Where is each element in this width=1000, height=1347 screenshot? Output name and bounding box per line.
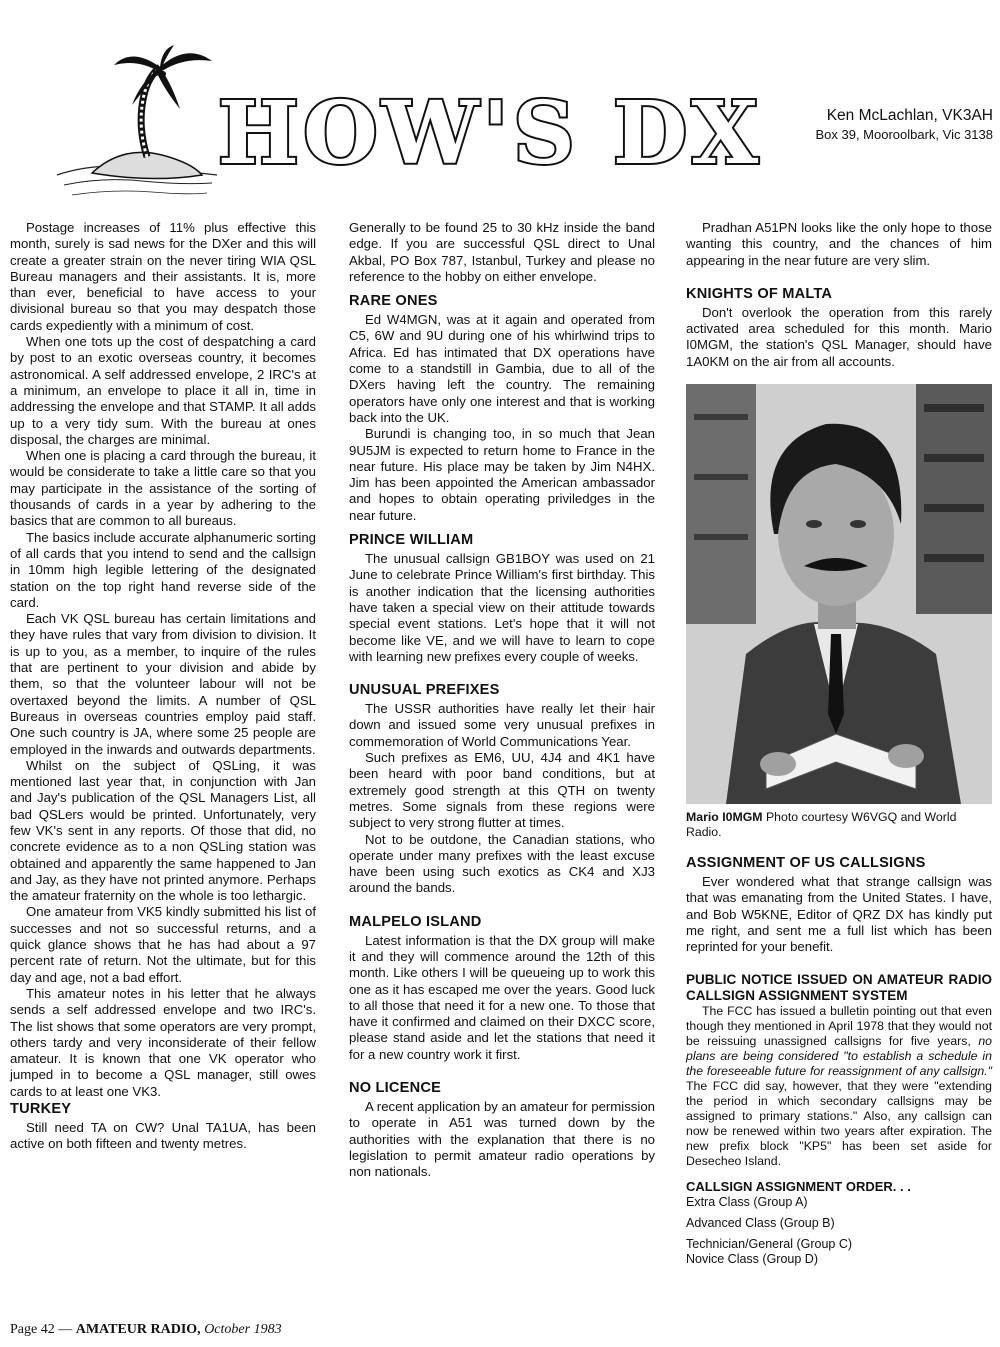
author-block <box>778 106 993 144</box>
paragraph: The basics include accurate alphanumeric sorting of all cards that you intend to send and the callsign in 10mm high legible lettering of the designated station on the top right hand reverse side of the card. <box>10 529 316 610</box>
paragraph: Whilst on the subject of QSLing, it was mentioned last year that, in conjunction with Jan and Jay's publication of the QSL Managers List, all bad QSLers would be printed. Unfortunately, very few VK's sent in any reports. Of those that did, no concrete evidence as to a non QSLing station was obtained and apparently the same happened to Jan and Jay, as they have not printed anymore. Perhaps the amateur fraternity on the whole is too lethargic. <box>10 757 316 904</box>
palm-island-illustration <box>52 45 222 205</box>
photo-caption <box>686 810 992 840</box>
section-heading-no-licence: NO LICENCE <box>349 1080 441 1097</box>
author-address: Box 39, Mooroolbark, Vic 3138 <box>815 127 993 142</box>
order-item: Advanced Class (Group B) <box>686 1215 835 1230</box>
paragraph: Postage increases of 11% plus effective this month, surely is sad news for the DXer and this will create a greater strain on the never tiring WIA QSL Bureau managers and their assistants. It is, more than ever, beneficial to have access to your divisional bureau so that you may despatch those cards expediently with a minimum of cost. <box>10 220 316 333</box>
order-item: Technician/General (Group C) <box>686 1236 853 1251</box>
column-title <box>217 83 763 185</box>
title-text: HOW'S DX <box>217 83 763 184</box>
paragraph: Ed W4MGN, was at it again and operated from C5, 6W and 9U during one of his whirlwind trips to Africa. Ed has intimated that DX operations have come to a standstill in Gambia, due to all of the DXers having left the country. The remaining operators have only one interest and that is working back into the UK. <box>349 312 655 425</box>
column-1 <box>10 220 316 1153</box>
paragraph: When one is placing a card through the bureau, it would be considerate to take a little care so that you may participate in the assistance of the sorting of thousands of cards in a year by adhering to the basics that are common to all bureaus. <box>10 448 316 529</box>
paragraph: The unusual callsign GB1BOY was used on 21 June to celebrate Prince William's first birthday. This is another indication that the licensing authorities have taken a special view on their attitude towards special event stations. Let's hope that it will not become like VE, and we will have to learn to cope with learning new prefixes every couple of weeks. <box>349 551 655 664</box>
paragraph: The USSR authorities have really let their hair down and issued some very unusual prefixes in commemoration of World Communications Year. <box>349 701 655 749</box>
section-heading-rare-ones: RARE ONES <box>349 293 438 310</box>
footer-magazine: AMATEUR RADIO, <box>75 1322 201 1337</box>
paragraph: When one tots up the cost of despatching a card by post to an exotic overseas country, it becomes astronomical. A self addressed envelope, 2 IRC's at a minimum, an envelope to place it all in, time in addressing the envelope and that STAMP. It all adds up to a very tidy sum. With the bureau at ones disposal, the charges are minimal. <box>10 334 316 447</box>
section-heading-turkey: TURKEY <box>10 1101 72 1118</box>
paragraph: Ever wondered what that strange callsign was that was emanating from the United States. I have, and Bob W5KNE, Editor of QRZ DX has kindly put me right, and sent me a full list which has been reprinted for your benefit. <box>686 874 992 955</box>
column-3 <box>686 220 992 1273</box>
notice-text-b: The FCC did say, however, that they were "extending the period in which secondary callsigns may be assigned to primary stations." Also, any callsign can now be renewed within two years after expiration. The new prefix block "KP5" has been set aside for Desecheo Island. <box>686 1078 992 1168</box>
section-heading-malpelo-island: MALPELO ISLAND <box>349 913 482 930</box>
section-heading-public-notice: PUBLIC NOTICE ISSUED ON AMATEUR RADIO CALLSIGN ASSIGNMENT SYSTEM <box>686 971 992 1003</box>
page-footer <box>10 1322 282 1338</box>
caption-bold: Mario I0MGM <box>686 810 763 825</box>
paragraph: Such prefixes as EM6, UU, 4J4 and 4K1 have been heard with poor band conditions, but at extremely good strength at this QTH on twenty metres. Some signals from these regions were subject to very strong flutter at times. <box>349 750 655 831</box>
paragraph: A recent application by an amateur for permission to operate in A51 was turned down by the authorities with the explanation that there is no legislation to permit amateur radio operations by non nationals. <box>349 1099 655 1180</box>
paragraph: Still need TA on CW? Unal TA1UA, has been active on both fifteen and twenty metres. <box>10 1120 316 1152</box>
paragraph: Burundi is changing too, in so much that Jean 9U5JM is expected to return home to France in the near future. His place may be taken by Jim N4HX. Jim has been appointed the American ambassador and hopes to obtain operating priviledges in the near future. <box>349 426 655 523</box>
notice-paragraph <box>686 1004 992 1169</box>
order-item: Novice Class (Group D) <box>686 1251 818 1266</box>
order-item: Extra Class (Group A) <box>686 1194 808 1209</box>
paragraph: Don't overlook the operation from this rarely activated area scheduled for this month. Mario I0MGM, the station's QSL Manager, should have 1A0KM on the air from all accounts. <box>686 304 992 369</box>
paragraph: Each VK QSL bureau has certain limitations and they have rules that vary from division to division. It is up to you, as a member, to inquire of the rules that are pertinent to your division and abide by them, so that the volunteer labour will not be overtaxed beyond the limits. A number of QSL Bureaus in overseas countries employ paid staff. One such country is JA, where some 25 people are employed in the inwards and outwards departments. <box>10 611 316 757</box>
portrait-illustration <box>686 384 992 804</box>
page-header <box>0 0 1000 210</box>
notice-text-a: The FCC has issued a bulletin pointing out that even though they mentioned in April 1978 that they would not be reissuing unassigned callsigns for five years, <box>686 1003 992 1048</box>
notice-text-italic: no plans are being considered "to establish a schedule in the foreseeable future for reassignment of any callsign." <box>686 1033 992 1078</box>
section-heading-unusual-prefixes: UNUSUAL PREFIXES <box>349 682 500 699</box>
footer-date: October 1983 <box>204 1322 282 1337</box>
column-2 <box>349 220 655 1181</box>
paragraph: One amateur from VK5 kindly submitted his list of successes and not so successful returns, and a quick glance shows that he has had about a 97 percent rate of return. Not the ultimate, but for this day and age, not a bad effort. <box>10 904 316 985</box>
paragraph: Not to be outdone, the Canadian stations, who operate under many prefixes with the least excuse have been using such exotics as CK4 and XJ3 around the bands. <box>349 831 655 896</box>
paragraph: Pradhan A51PN looks like the only hope to those wanting this country, and the chances of him appearing in the near future are very slim. <box>686 220 992 268</box>
section-heading-knights-of-malta: KNIGHTS OF MALTA <box>686 285 833 302</box>
section-heading-order: CALLSIGN ASSIGNMENT ORDER. . . <box>686 1178 911 1194</box>
footer-page: Page 42 — <box>10 1322 73 1337</box>
caption-text: Photo courtesy W6VGQ and World Radio. <box>686 810 957 840</box>
paragraph: Generally to be found 25 to 30 kHz inside the band edge. If you are successful QSL direct to Unal Akbal, PO Box 787, Istanbul, Turkey and please no reference to the hobby on either envelope. <box>349 220 655 284</box>
paragraph: Latest information is that the DX group will make it and they will commence around the 12th of this month. Like others I will be queueing up to work this one as it has escaped me over the years. Good luck to all those that need it for a new one. To those that have it confirmed and claimed on their DXCC score, please stand aside and let the stations that need it for a new country work it first. <box>349 932 655 1062</box>
section-heading-assignment: ASSIGNMENT OF US CALLSIGNS <box>686 855 926 872</box>
section-heading-prince-william: PRINCE WILLIAM <box>349 532 474 549</box>
author-name: Ken McLachlan, VK3AH <box>826 107 993 124</box>
paragraph: This amateur notes in his letter that he always sends a self addressed envelope and two IRC's. The list shows that some operators are very prompt, others tardy and very inconsiderate of their fellow amateur. It is known that one VK operator who jumped in to become a QSL manager, still owes cards to at least one VK3. <box>10 985 316 1099</box>
portrait-photo <box>686 384 992 804</box>
